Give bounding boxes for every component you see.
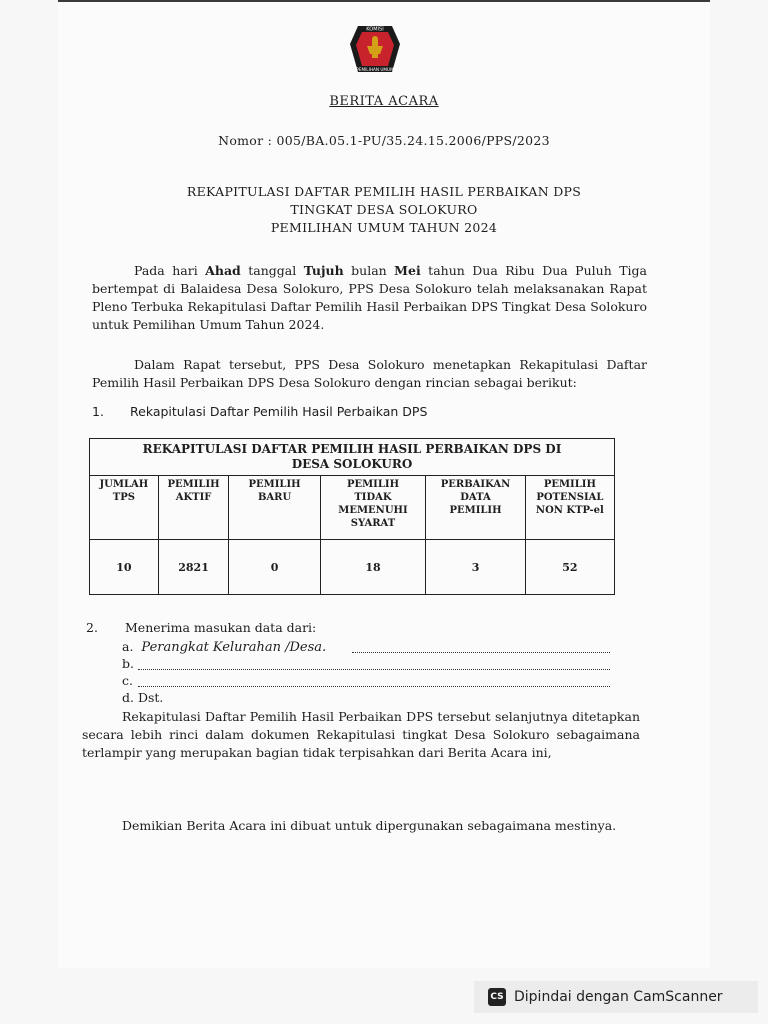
header-pemilih-potensial bbox=[525, 476, 614, 540]
header-text: SYARAT bbox=[350, 518, 396, 529]
line-b-label: b. bbox=[122, 656, 134, 671]
decision-paragraph bbox=[92, 356, 647, 392]
para1-pre: Pada hari bbox=[134, 263, 206, 278]
para3-text: Rekapitulasi Daftar Pemilih Hasil Perbaikan DPS tersebut selanjutnya ditetapkan secara lebih rinci dalam dokumen Rekapitulasi tingkat Desa Solokuro sebagaimana terlampir yang merupakan bagian tidak terpisahkan dari Berita Acara ini, bbox=[82, 709, 640, 760]
para1-month: Mei bbox=[394, 263, 421, 278]
dotted-line-b bbox=[138, 669, 610, 670]
value-perbaikan-data: 3 bbox=[426, 540, 525, 595]
header-text: TIDAK bbox=[354, 492, 392, 503]
input-line-a bbox=[122, 639, 326, 655]
para1-day: Ahad bbox=[205, 263, 241, 278]
para1-mid1: tanggal bbox=[240, 263, 304, 278]
item1-number: 1. bbox=[92, 404, 104, 419]
header-perbaikan-data bbox=[426, 476, 525, 540]
header-pemilih-aktif bbox=[158, 476, 229, 540]
para1-date: Tujuh bbox=[303, 263, 344, 278]
rekap-table bbox=[89, 438, 615, 595]
header-text: MEMENUHI bbox=[338, 505, 408, 516]
camscanner-watermark bbox=[474, 981, 758, 1013]
header-text: BARU bbox=[257, 492, 292, 503]
item2-number: 2. bbox=[86, 620, 98, 635]
header-jumlah-tps bbox=[90, 476, 159, 540]
camscanner-icon: CS bbox=[488, 988, 506, 1006]
header-text: PEMILIH bbox=[167, 479, 220, 490]
header-text: PEMILIH bbox=[449, 505, 502, 516]
logo-text-bottom: PEMILIHAN UMUM bbox=[356, 67, 394, 72]
logo-text-top: KOMISI bbox=[366, 26, 384, 33]
line-c-label: c. bbox=[122, 673, 133, 688]
para2-text: Dalam Rapat tersebut, PPS Desa Solokuro menetapkan Rekapitulasi Daftar Pemilih Hasil Perbaikan DPS Desa Solokuro dengan rincian sebagai berikut: bbox=[92, 357, 647, 390]
para1-post: tahun Dua Ribu Dua Puluh Tiga bertempat di Balaidesa Desa Solokuro, PPS Desa Solokuro telah melaksanakan Rapat Pleno Terbuka Rekapitulasi Daftar Pemilih Hasil Perbaikan DPS Tingkat Desa Solokuro untuk Pemilihan Umum Tahun 2024. bbox=[92, 263, 647, 332]
header-text: DATA bbox=[460, 492, 491, 503]
dotted-line-a bbox=[352, 652, 610, 653]
header-text: TPS bbox=[112, 492, 135, 503]
para1-mid2: bulan bbox=[343, 263, 395, 278]
document-number: Nomor : 005/BA.05.1-PU/35.24.15.2006/PPS/2023 bbox=[218, 133, 550, 148]
value-jumlah-tps: 10 bbox=[90, 540, 159, 595]
dotted-line-c bbox=[138, 686, 610, 687]
heading-line-2: TINGKAT DESA SOLOKURO bbox=[290, 202, 478, 217]
line-d-label: d. Dst. bbox=[122, 690, 164, 705]
input-line-d bbox=[122, 690, 163, 705]
line-a-label: a. bbox=[122, 639, 134, 654]
item2-label: Menerima masukan data dari: bbox=[125, 620, 317, 635]
header-text: POTENSIAL bbox=[536, 492, 604, 503]
heading-line-3: PEMILIHAN UMUM TAHUN 2024 bbox=[270, 220, 498, 235]
table-caption-line2: DESA SOLOKURO bbox=[291, 457, 413, 471]
kpu-logo bbox=[344, 18, 406, 80]
table-caption bbox=[90, 439, 615, 476]
header-text: PEMILIH bbox=[543, 479, 596, 490]
header-pemilih-tms bbox=[320, 476, 426, 540]
header-text: PEMILIH bbox=[346, 479, 400, 490]
table-row bbox=[90, 540, 615, 595]
header-text: PERBAIKAN bbox=[440, 479, 511, 490]
item1-text: Rekapitulasi Daftar Pemilih Hasil Perbaikan DPS bbox=[130, 404, 428, 419]
value-pemilih-tms: 18 bbox=[320, 540, 426, 595]
opening-paragraph bbox=[92, 262, 647, 334]
header-text: NON KTP-el bbox=[535, 505, 604, 516]
header-pemilih-baru bbox=[229, 476, 320, 540]
heading-line-1: REKAPITULASI DAFTAR PEMILIH HASIL PERBAIKAN DPS bbox=[186, 184, 582, 199]
handwritten-source-a: Perangkat Kelurahan /Desa. bbox=[141, 640, 327, 655]
header-text: JUMLAH bbox=[99, 479, 149, 490]
input-line-b bbox=[122, 656, 134, 671]
input-line-c bbox=[122, 673, 133, 688]
header-text: AKTIF bbox=[175, 492, 212, 503]
value-pemilih-aktif: 2821 bbox=[158, 540, 229, 595]
document-title: BERITA ACARA bbox=[329, 94, 439, 109]
value-pemilih-baru: 0 bbox=[229, 540, 320, 595]
table-caption-line1: REKAPITULASI DAFTAR PEMILIH HASIL PERBAIKAN DPS DI bbox=[142, 442, 562, 456]
camscanner-text: Dipindai dengan CamScanner bbox=[514, 989, 723, 1005]
header-text: PEMILIH bbox=[248, 479, 301, 490]
value-pemilih-potensial: 52 bbox=[525, 540, 614, 595]
closing-statement: Demikian Berita Acara ini dibuat untuk dipergunakan sebagaimana mestinya. bbox=[122, 818, 617, 833]
detail-paragraph bbox=[82, 708, 640, 762]
